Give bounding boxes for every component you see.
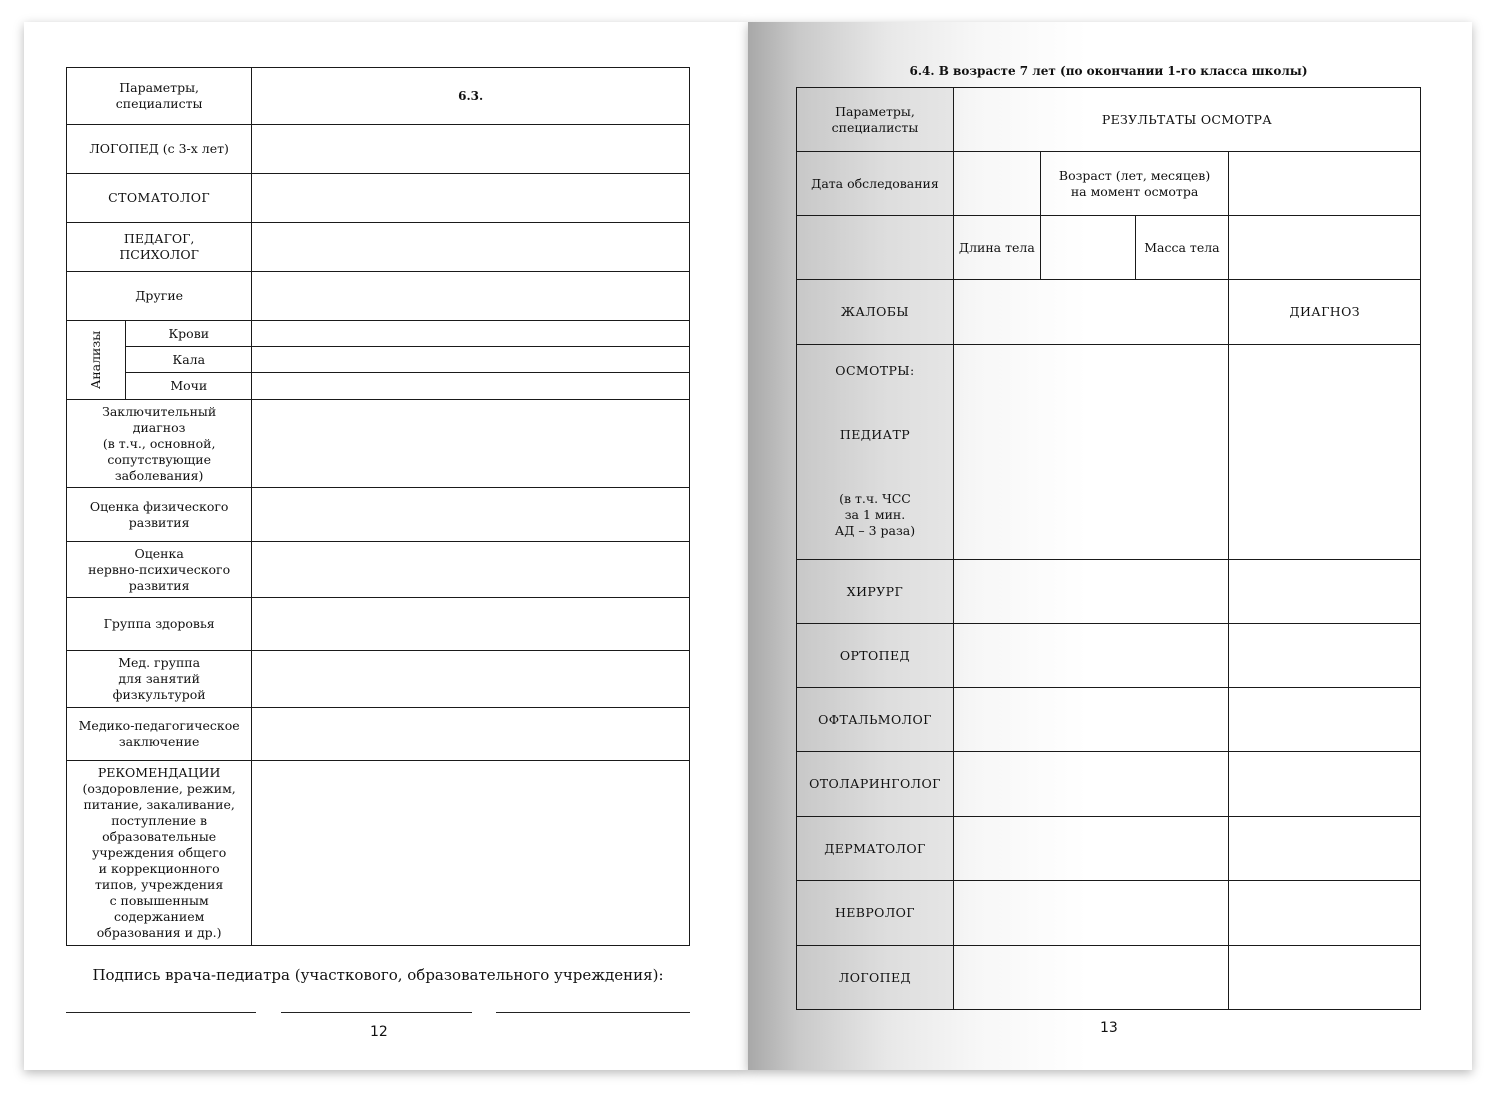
specialist-result[interactable] xyxy=(953,881,1228,946)
specialist-diagnosis[interactable] xyxy=(1229,881,1421,946)
row-value-cell[interactable] xyxy=(252,347,690,373)
specialist-otolaryngologist: ОТОЛАРИНГОЛОГ xyxy=(797,752,954,817)
row-label-final-diagnosis: Заключительный диагноз (в т.ч., основной, сопутствующие заболевания) xyxy=(67,400,252,488)
left-form-table xyxy=(66,67,690,946)
table-row xyxy=(797,280,1421,345)
row-label-physical-development: Оценка физического развития xyxy=(67,488,252,542)
table-row xyxy=(797,345,1421,560)
table-row xyxy=(67,598,690,651)
exam-date-label: Дата обследования xyxy=(797,152,954,216)
specialist-speech-therapist: ЛОГОПЕД xyxy=(797,946,954,1010)
row-label-health-group: Группа здоровья xyxy=(67,598,252,651)
body-mass-value[interactable] xyxy=(1229,216,1421,280)
body-mass-label: Масса тела xyxy=(1135,216,1229,280)
specialist-surgeon: ХИРУРГ xyxy=(797,560,954,624)
table-row xyxy=(67,125,690,174)
body-length-label: Длина тела xyxy=(953,216,1040,280)
table-row xyxy=(797,624,1421,688)
analysis-blood: Крови xyxy=(126,321,252,347)
exams-label: ОСМОТРЫ: xyxy=(835,363,915,378)
row-label-recommendations: РЕКОМЕНДАЦИИ (оздоровление, режим, питание, закаливание, поступление в образовательные учреждения общего и коррекционного типов, учреждения с повышенным содержанием образования и др.) xyxy=(67,761,252,946)
specialist-result[interactable] xyxy=(953,752,1228,817)
header-label-cell: Параметры, специалисты xyxy=(67,68,252,125)
row-value-cell[interactable] xyxy=(252,373,690,400)
table-row xyxy=(67,651,690,708)
analyses-group-label xyxy=(67,321,126,400)
specialist-result[interactable] xyxy=(953,817,1228,881)
signature-caption: Подпись врача-педиатра (участкового, образовательного учреждения): xyxy=(92,966,664,984)
left-page xyxy=(24,22,748,1070)
specialist-result[interactable] xyxy=(953,688,1228,752)
table-row xyxy=(797,88,1421,152)
page-number: 13 xyxy=(1100,1020,1118,1036)
specialist-diagnosis[interactable] xyxy=(1229,946,1421,1010)
pediatrician-note: (в т.ч. ЧСС за 1 мин. АД – 3 раза) xyxy=(834,491,916,538)
diagnosis-label: ДИАГНОЗ xyxy=(1229,280,1421,345)
body-length-value[interactable] xyxy=(1040,216,1135,280)
signature-line[interactable] xyxy=(66,1012,256,1013)
table-row xyxy=(67,68,690,125)
table-row xyxy=(67,174,690,223)
row-value-cell[interactable] xyxy=(252,223,690,272)
table-row xyxy=(797,560,1421,624)
signature-line[interactable] xyxy=(281,1012,472,1013)
row-value-cell[interactable] xyxy=(252,598,690,651)
specialist-diagnosis[interactable] xyxy=(1229,688,1421,752)
specialist-result[interactable] xyxy=(953,946,1228,1010)
table-row xyxy=(797,688,1421,752)
pediatrician-label: ПЕДИАТР xyxy=(839,427,911,442)
page-number: 12 xyxy=(370,1024,388,1040)
specialist-result[interactable] xyxy=(953,560,1228,624)
exam-date-value[interactable] xyxy=(953,152,1040,216)
row-label-teacher-psychologist: ПЕДАГОГ, ПСИХОЛОГ xyxy=(67,223,252,272)
specialist-diagnosis[interactable] xyxy=(1229,560,1421,624)
table-row xyxy=(67,321,690,347)
table-row xyxy=(67,542,690,598)
exams-label-cell xyxy=(797,345,954,560)
age-label: Возраст (лет, месяцев) на момент осмотра xyxy=(1040,152,1229,216)
row-value-cell[interactable] xyxy=(252,542,690,598)
row-value-cell[interactable] xyxy=(252,272,690,321)
row-label-speech-therapist: ЛОГОПЕД (с 3-х лет) xyxy=(67,125,252,174)
section-number: 6.3. xyxy=(252,68,690,125)
row-value-cell[interactable] xyxy=(252,651,690,708)
table-row xyxy=(67,373,690,400)
blank-label-cell xyxy=(797,216,954,280)
row-value-cell[interactable] xyxy=(252,761,690,946)
header-label-cell: Параметры, специалисты xyxy=(797,88,954,152)
table-row xyxy=(67,708,690,761)
table-row xyxy=(67,761,690,946)
specialist-diagnosis[interactable] xyxy=(1229,817,1421,881)
row-value-cell[interactable] xyxy=(252,400,690,488)
row-value-cell[interactable] xyxy=(252,708,690,761)
specialist-result[interactable] xyxy=(953,624,1228,688)
row-value-cell[interactable] xyxy=(252,488,690,542)
row-value-cell[interactable] xyxy=(252,321,690,347)
signature-line[interactable] xyxy=(496,1012,690,1013)
specialist-diagnosis[interactable] xyxy=(1229,624,1421,688)
row-label-dentist: СТОМАТОЛОГ xyxy=(67,174,252,223)
section-heading: 6.4. В возрасте 7 лет (по окончании 1-го класса школы) xyxy=(909,64,1308,78)
table-row xyxy=(797,752,1421,817)
table-row xyxy=(67,347,690,373)
complaints-label: ЖАЛОБЫ xyxy=(797,280,954,345)
analysis-urine: Мочи xyxy=(126,373,252,400)
row-label-others: Другие xyxy=(67,272,252,321)
table-row xyxy=(67,272,690,321)
row-label-pe-group: Мед. группа для занятий физкультурой xyxy=(67,651,252,708)
table-row xyxy=(67,400,690,488)
row-label-neuro-development: Оценка нервно-психического развития xyxy=(67,542,252,598)
table-row xyxy=(797,946,1421,1010)
specialist-dermatologist: ДЕРМАТОЛОГ xyxy=(797,817,954,881)
complaints-value[interactable] xyxy=(953,280,1228,345)
specialist-orthopedist: ОРТОПЕД xyxy=(797,624,954,688)
analysis-feces: Кала xyxy=(126,347,252,373)
row-value-cell[interactable] xyxy=(252,125,690,174)
right-page xyxy=(748,22,1472,1070)
pediatrician-diagnosis[interactable] xyxy=(1229,345,1421,560)
table-row xyxy=(797,152,1421,216)
specialist-ophthalmologist: ОФТАЛЬМОЛОГ xyxy=(797,688,954,752)
table-row xyxy=(67,223,690,272)
table-row xyxy=(797,817,1421,881)
pediatrician-result[interactable] xyxy=(953,345,1228,560)
row-value-cell[interactable] xyxy=(252,174,690,223)
table-row xyxy=(797,881,1421,946)
specialist-diagnosis[interactable] xyxy=(1229,752,1421,817)
age-value[interactable] xyxy=(1229,152,1421,216)
table-row xyxy=(797,216,1421,280)
specialist-neurologist: НЕВРОЛОГ xyxy=(797,881,954,946)
right-form-table xyxy=(796,87,1421,1010)
table-row xyxy=(67,488,690,542)
row-label-medical-pedagogical: Медико-педагогическое заключение xyxy=(67,708,252,761)
analyses-label: Анализы xyxy=(88,330,104,390)
results-header: РЕЗУЛЬТАТЫ ОСМОТРА xyxy=(953,88,1420,152)
